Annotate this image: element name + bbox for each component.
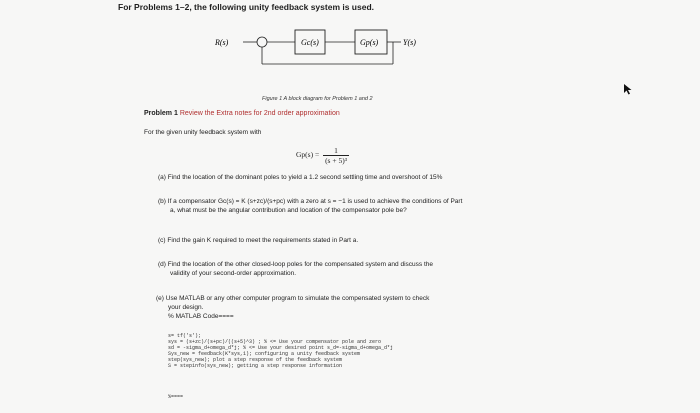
given-text: For the given unity feedback system with — [144, 129, 262, 136]
code-line: sys = (s+zc)/(s+pc)/((s+5)^3) ; % <= Use your compensator pole and zero — [168, 339, 382, 345]
problem-note: Review the Extra notes for 2nd order approximation — [179, 110, 340, 117]
code-line: s= tf('s'); — [168, 333, 202, 339]
part-a — [158, 173, 442, 182]
plant-formula — [296, 146, 349, 165]
problem-heading — [144, 110, 340, 117]
part-a-text: Find the location of the dominant poles to yield a 1.2 second settling time and overshoot of 15% — [167, 174, 443, 181]
code-end-marker: %==== — [168, 394, 184, 400]
code-line: S = stepinfo(sys_new); getting a step response information — [168, 363, 343, 369]
block-diagram — [215, 22, 435, 72]
compensator-label: Gc(s) — [301, 38, 319, 47]
part-b-label: (b) — [158, 198, 166, 205]
part-b-line1: If a compensator Gc(s) = K (s+zc)/(s+pc) with a zero at s = −1 is used to achieve the conditions of Part — [167, 198, 463, 205]
part-e-line3: % MATLAB Code==== — [168, 313, 234, 320]
formula-lhs: Gp(s) = — [296, 150, 320, 160]
code-line: step(sys_new); plot a step response of the feedback system — [168, 357, 343, 363]
header-text: For Problems 1–2, the following unity feedback system is used. — [118, 2, 375, 12]
code-line: sd = -sigma_d+omega_d*j; % <= Use your desired point s_d=-sigma_d+omega_d*j — [168, 345, 394, 351]
part-e-line2: your design. — [168, 304, 204, 311]
formula-numerator: 1 — [323, 146, 349, 156]
input-label: R(s) — [215, 38, 229, 47]
mouse-cursor-icon — [624, 84, 632, 95]
figure-caption: Figure 1 A block diagram for Problem 1 and 2 — [262, 96, 373, 102]
plant-label: Gp(s) — [360, 38, 379, 47]
problem-title: Problem 1 — [144, 110, 178, 117]
part-b — [158, 197, 462, 215]
part-c-text: Find the gain K required to meet the requirements stated in Part a. — [167, 237, 359, 244]
part-d-line1: Find the location of the other closed-loop poles for the compensated system and discuss the — [167, 261, 433, 268]
part-c — [158, 236, 358, 245]
part-d-label: (d) — [158, 261, 166, 268]
formula-denominator: (s + 5)³ — [325, 156, 347, 165]
part-b-line2: a, what must be the angular contribution and location of the compensator pole be? — [170, 207, 407, 214]
part-d-line2: validity of your second-order approximation. — [170, 270, 297, 277]
part-c-label: (c) — [158, 237, 166, 244]
summing-junction — [257, 37, 267, 47]
code-line: Sys_new = feedback(K*sys,1); configuring a unity feedback system — [168, 351, 361, 357]
part-e-label: (e) — [156, 295, 164, 302]
part-a-label: (a) — [158, 174, 166, 181]
formula-fraction — [323, 146, 349, 165]
matlab-code-block — [168, 333, 393, 369]
part-e-line1: Use MATLAB or any other computer program to simulate the compensated system to check — [165, 295, 430, 302]
part-d — [158, 260, 433, 278]
part-e — [156, 294, 429, 321]
output-label: Y(s) — [403, 38, 416, 47]
